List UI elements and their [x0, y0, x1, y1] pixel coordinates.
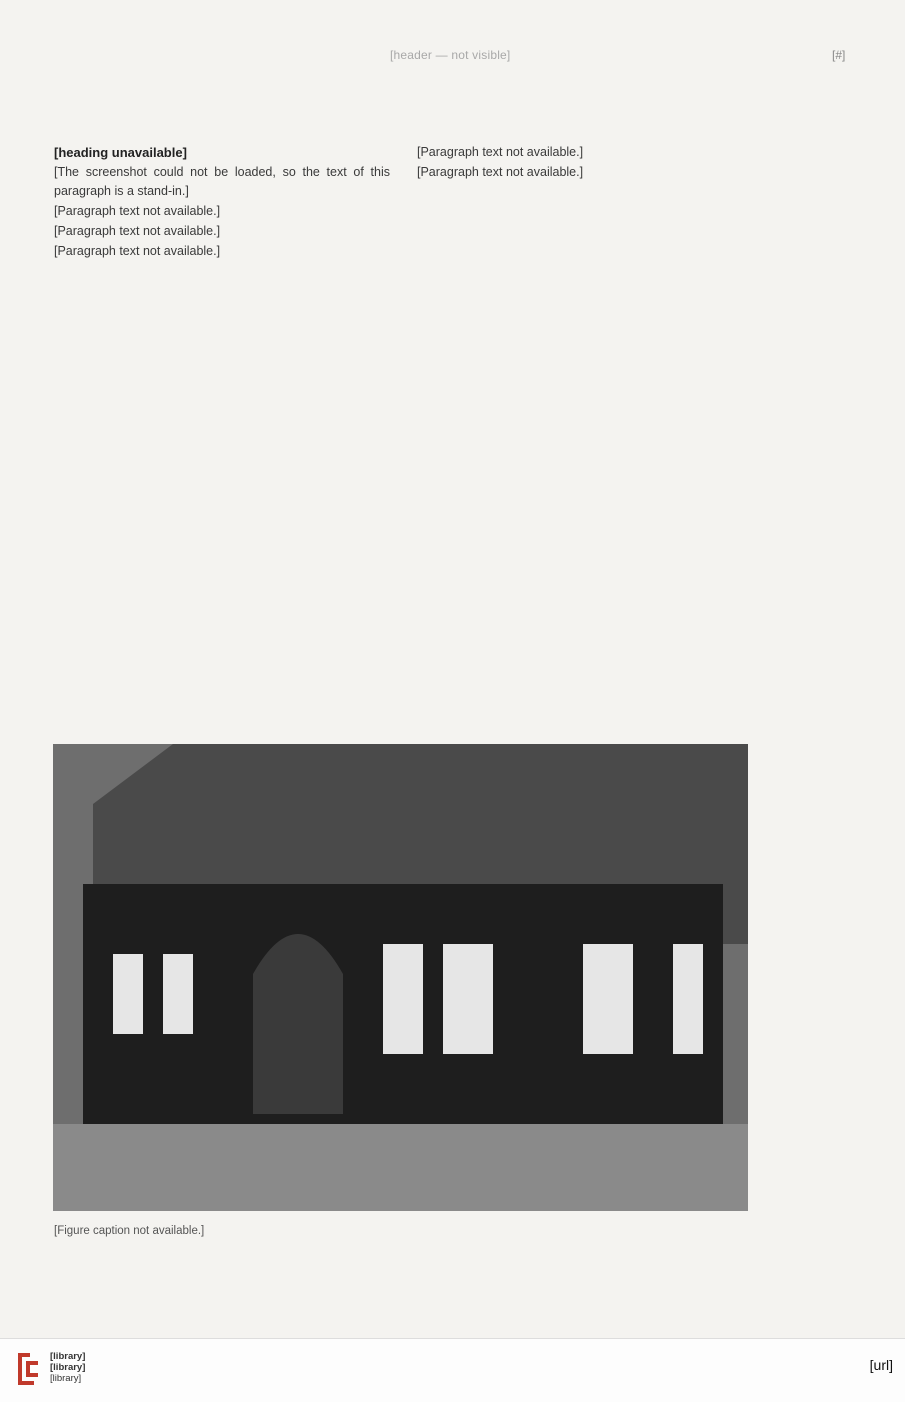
right-column	[417, 143, 753, 182]
library-name-line: [library]	[50, 1351, 86, 1362]
paragraph: [The screenshot could not be loaded, so the text of this paragraph is a stand-in.]	[54, 164, 390, 199]
paragraph: [Paragraph text not available.]	[54, 223, 221, 238]
figure-caption: [Figure caption not available.]	[54, 1225, 205, 1237]
library-logo-icon	[12, 1349, 42, 1389]
footer-bar	[0, 1338, 905, 1402]
photo-illustration	[53, 744, 748, 1211]
source-url-link[interactable]: [url]	[869, 1357, 893, 1373]
library-name-line: [library]	[50, 1362, 86, 1373]
running-head: [header — not visible]	[390, 48, 511, 62]
left-column	[54, 143, 390, 261]
figure-photo	[53, 744, 748, 1211]
paragraph: [Paragraph text not available.]	[54, 243, 221, 258]
section-heading: [heading unavailable]	[54, 145, 187, 160]
library-name	[50, 1351, 85, 1384]
library-name-line: [library]	[50, 1373, 82, 1384]
page-number: [#]	[832, 48, 846, 62]
paragraph: [Paragraph text not available.]	[54, 204, 221, 219]
paragraph: [Paragraph text not available.]	[417, 164, 584, 179]
paragraph: [Paragraph text not available.]	[417, 145, 584, 159]
